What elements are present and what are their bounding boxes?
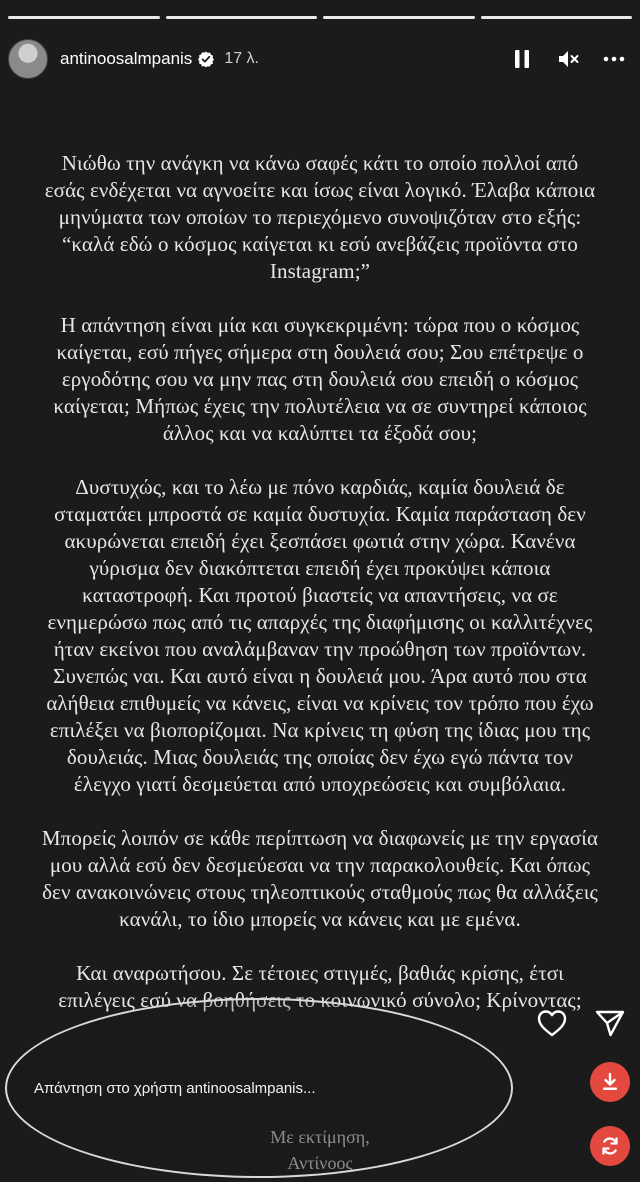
download-button[interactable]: [590, 1062, 630, 1102]
heart-icon[interactable]: [536, 1008, 568, 1038]
download-icon: [599, 1071, 621, 1093]
signature-greeting: Με εκτίμηση,: [270, 1127, 370, 1147]
refresh-button[interactable]: [590, 1126, 630, 1166]
story-paragraph: Η απάντηση είναι μία και συγκεκριμένη: τώρα που ο κόσμος καίγεται, εσύ πήγες σήμερα στη δουλειά σου; Σου επέτρεψε ο εργοδότης σου να μην πας στη δουλειά σου επειδή ο κόσμος καίγεται; Μήπως έχεις την πολυτέλεια να σε συντηρεί κάποιος άλλος και να καλύπτει τα έξοδά σου;: [53, 313, 587, 445]
progress-segment: [8, 16, 160, 19]
story-paragraph: Μπορείς λοιπόν σε κάθε περίπτωση να διαφωνείς με την εργασία μου αλλά εσύ δεν δεσμεύεσαι να την παρακολουθείς. Και όπως δεν ανακοινώνεις στους τηλεοπτικούς σταθμούς πως θα αλλάξεις κανάλι, το ίδιο μπορείς να κάνεις και με εμένα.: [41, 826, 599, 931]
progress-segment: [166, 16, 318, 19]
signature-name: Αντίνοος: [287, 1153, 353, 1173]
story-paragraph: Και αναρωτήσου. Σε τέτοιες στιγμές, βαθιάς κρίσης, έτσι επιλέγεις εσύ να βοηθήσεις το κοινωνικό σύνολο; Κρίνοντας;: [58, 961, 582, 1012]
more-icon[interactable]: [602, 47, 626, 71]
progress-segment: [323, 16, 475, 19]
story-paragraph: Δυστυχώς, και το λέω με πόνο καρδιάς, καμία δουλειά δε σταματάει μπροστά σε καμία δυστυχία. Καμία παράσταση δεν ακυρώνεται επειδή έχει ξεσπάσει φωτιά στην χώρα. Κανένα γύρισμα δεν διακόπτεται επειδή έχει προκύψει κάποια καταστροφή. Και προτού βιαστείς να απαντήσεις, να σε ενημερώσω πως από τις απαρχές της διαφήμισης οι καλλιτέχνες ήταν εκείνοι που αναλάμβαναν την προώθηση των προϊόντων. Συνεπώς ναι. Και αυτό είναι η δουλειά μου. Άρα αυτό που στα αλήθεια επιθυμείς να κάνεις, είναι να κρίνεις τον τρόπο που έχω επιλέξει να βιοπορίζομαι. Να κρίνεις τη φύση της ίδιας μου της δουλειάς. Μιας δουλειάς της οποίας δεν έχω εγώ πάντα τον έλεγχο γιατί δεσμεύεται από υποχρεώσεις και συμβόλαια.: [46, 475, 594, 796]
verified-badge-icon: [198, 51, 214, 67]
story-timestamp: 17 λ.: [224, 50, 259, 67]
refresh-icon: [599, 1135, 621, 1157]
send-icon[interactable]: [594, 1008, 626, 1038]
progress-segment: [481, 16, 633, 19]
mute-icon[interactable]: [556, 47, 580, 71]
story-header: [8, 36, 632, 82]
story-paragraph: Νιώθω την ανάγκη να κάνω σαφές κάτι το οποίο πολλοί από εσάς ενδέχεται να αγνοείτε και ίσως είναι λογικό. Έλαβα κάποια μηνύματα των οποίων το περιεχόμενο συνοψιζόταν στο εξής: “καλά εδώ ο κόσμος καίγεται κι εσύ ανεβάζεις προϊόντα στο Instagram;”: [44, 151, 596, 283]
pause-icon[interactable]: [510, 47, 534, 71]
story-text-content: [40, 150, 600, 1041]
reply-input[interactable]: Απάντηση στο χρήστη antinoosalmpanis...: [34, 1080, 316, 1097]
avatar[interactable]: [8, 39, 48, 79]
username[interactable]: antinoosalmpanis: [60, 49, 193, 68]
story-progress-bar: [8, 16, 632, 19]
